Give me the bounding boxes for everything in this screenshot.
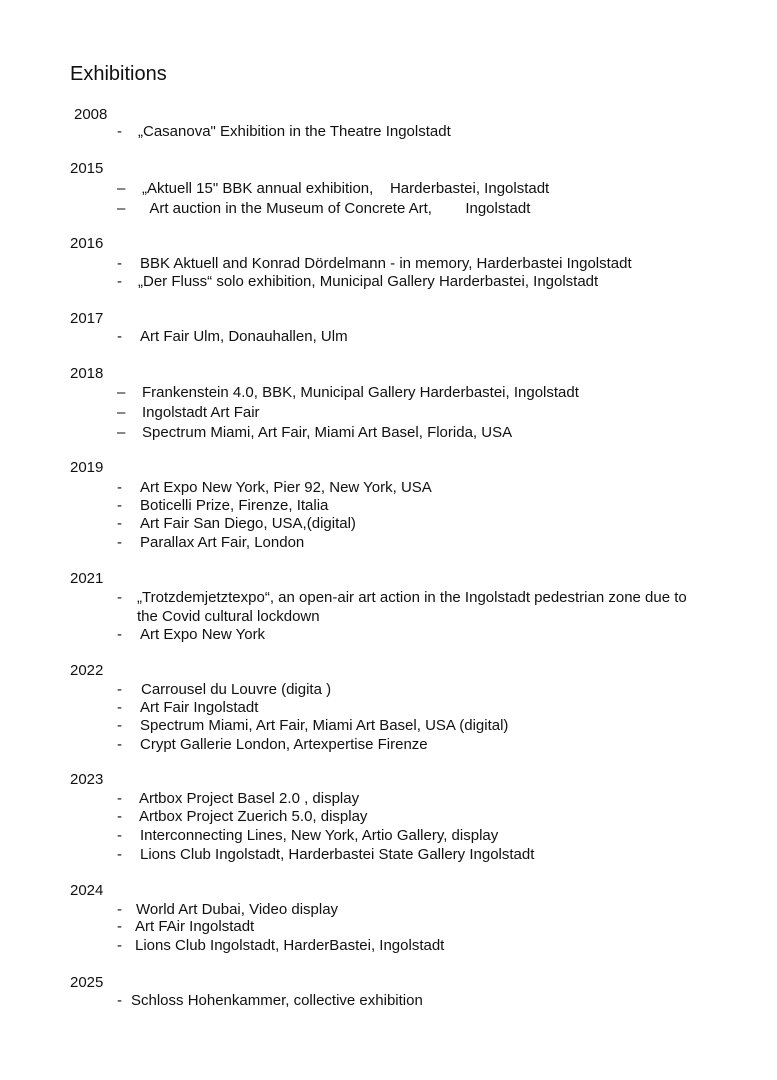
year-heading: 2021: [70, 570, 104, 587]
item-text: Interconnecting Lines, New York, Artio Gallery, display: [140, 827, 499, 844]
bullet-dash: -: [117, 736, 122, 753]
year-heading: 2016: [70, 235, 104, 252]
bullet-dash: -: [117, 901, 122, 918]
bullet-dash: -: [117, 589, 122, 606]
bullet-dash: -: [117, 123, 122, 140]
item-text: Lions Club Ingolstadt, Harderbastei State Gallery Ingolstadt: [140, 846, 535, 863]
year-heading: 2025: [70, 974, 104, 991]
item-text: Spectrum Miami, Art Fair, Miami Art Basel, USA (digital): [140, 717, 509, 734]
item-text: „Casanova" Exhibition in the Theatre Ingolstadt: [138, 123, 451, 140]
year-heading: 2008: [74, 106, 108, 123]
year-heading: 2019: [70, 459, 104, 476]
bullet-dash: -: [117, 534, 122, 551]
bullet-dash: -: [117, 515, 122, 532]
year-heading: 2024: [70, 882, 104, 899]
year-heading: 2015: [70, 160, 104, 177]
item-text: Frankenstein 4.0, BBK, Municipal Gallery Harderbastei, Ingolstadt: [142, 384, 579, 401]
item-text: Boticelli Prize, Firenze, Italia: [140, 497, 329, 514]
item-text: Spectrum Miami, Art Fair, Miami Art Basel, Florida, USA: [142, 424, 513, 441]
item-text: Artbox Project Zuerich 5.0, display: [139, 808, 368, 825]
item-text: Art Fair Ingolstadt: [140, 699, 259, 716]
item-text: Schloss Hohenkammer, collective exhibition: [131, 992, 423, 1009]
bullet-dash: –: [117, 200, 126, 217]
year-heading: 2023: [70, 771, 104, 788]
item-text: Crypt Gallerie London, Artexpertise Firenze: [140, 736, 428, 753]
bullet-dash: -: [117, 681, 122, 698]
item-text: Art Fair Ulm, Donauhallen, Ulm: [140, 328, 348, 345]
year-heading: 2018: [70, 365, 104, 382]
item-text: Carrousel du Louvre (digita ): [141, 681, 332, 698]
item-text: World Art Dubai, Video display: [136, 901, 339, 918]
year-heading: 2017: [70, 310, 104, 327]
bullet-dash: –: [117, 404, 126, 421]
bullet-dash: -: [117, 717, 122, 734]
bullet-dash: -: [117, 255, 122, 272]
bullet-dash: -: [117, 328, 122, 345]
item-text: Art Fair San Diego, USA,(digital): [140, 515, 356, 532]
item-text: Art Expo New York, Pier 92, New York, USA: [140, 479, 432, 496]
bullet-dash: -: [117, 808, 122, 825]
item-text: Art FAir Ingolstadt: [135, 918, 255, 935]
item-text: „Aktuell 15" BBK annual exhibition, Harderbastei, Ingolstadt: [142, 180, 550, 197]
item-text: Art auction in the Museum of Concrete Art, Ingolstadt: [146, 200, 531, 217]
item-text: BBK Aktuell and Konrad Dördelmann - in memory, Harderbastei Ingolstadt: [140, 255, 632, 272]
bullet-dash: -: [117, 992, 122, 1009]
bullet-dash: -: [117, 273, 122, 290]
item-text: Lions Club Ingolstadt, HarderBastei, Ingolstadt: [135, 937, 445, 954]
bullet-dash: –: [117, 424, 126, 441]
bullet-dash: -: [117, 918, 122, 935]
bullet-dash: -: [117, 497, 122, 514]
bullet-dash: -: [117, 479, 122, 496]
bullet-dash: -: [117, 699, 122, 716]
bullet-dash: -: [117, 827, 122, 844]
item-text: Artbox Project Basel 2.0 , display: [139, 790, 360, 807]
item-text: Ingolstadt Art Fair: [142, 404, 260, 421]
year-heading: 2022: [70, 662, 104, 679]
item-text: „Der Fluss“ solo exhibition, Municipal Gallery Harderbastei, Ingolstadt: [138, 273, 599, 290]
item-text: Parallax Art Fair, London: [140, 534, 305, 551]
bullet-dash: –: [117, 384, 126, 401]
bullet-dash: –: [117, 180, 126, 197]
item-text: Art Expo New York: [140, 626, 266, 643]
bullet-dash: -: [117, 790, 122, 807]
page-title: Exhibitions: [70, 63, 167, 85]
bullet-dash: -: [117, 846, 122, 863]
bullet-dash: -: [117, 937, 122, 954]
bullet-dash: -: [117, 626, 122, 643]
item-text: „Trotzdemjetztexpo“, an open-air art action in the Ingolstadt pedestrian zone due to the Covid cultural lockdown: [137, 589, 687, 625]
